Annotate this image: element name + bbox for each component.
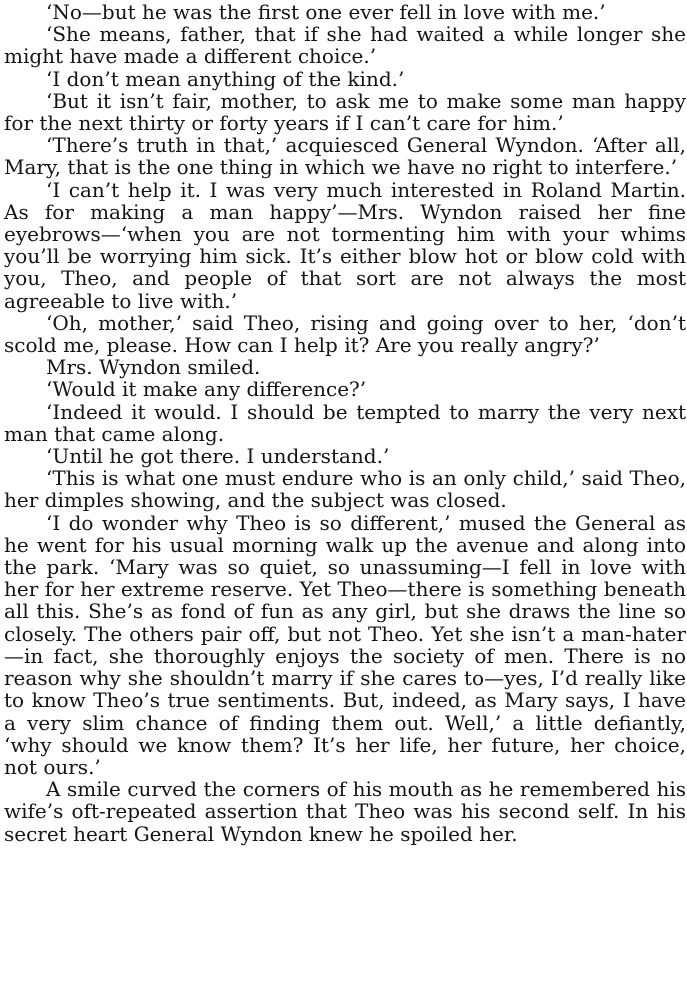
paragraph: Mrs. Wyndon smiled. — [46, 355, 261, 380]
paragraph: ‘I don’t mean anything of the kind.’ — [46, 66, 405, 91]
paragraph: ‘She means, father, that if she had waited a while longer she might have made a different choice.’ — [4, 22, 686, 69]
paragraph: ‘Would it make any difference?’ — [46, 377, 367, 402]
paragraph: ‘No—but he was the first one ever fell in love with me.’ — [46, 0, 606, 24]
paragraph: ‘Oh, mother,’ said Theo, rising and going over to her, ‘don’t scold me, please. How can I help it? Are you really angry?’ — [4, 310, 686, 358]
paragraph: ‘Until he got there. I understand.’ — [46, 444, 390, 469]
paragraph: ‘Indeed it would. I should be tempted to marry the very next man that came along. — [4, 399, 686, 446]
paragraph: ‘But it isn’t fair, mother, to ask me to make some man happy for the next thirty or forty years if I can’t care for him.’ — [4, 88, 686, 136]
page-text — [4, 1, 686, 845]
paragraph: ‘There’s truth in that,’ acquiesced General Wyndon. ‘After all, Mary, that is the one thing in which we have no right to interfere.’ — [4, 133, 686, 180]
paragraph: ‘I can’t help it. I was very much interested in Roland Martin. As for making a man happy’—Mrs. Wyndon raised her fine eyebrows—‘when you are not tormenting him with your whims you’ll be worrying him sick. It’s either blow hot or blow cold with you, Theo, and people of that sort are not always the most agreeable to live with.’ — [4, 177, 686, 313]
paragraph: A smile curved the corners of his mouth as he remembered his wife’s oft-repeated assertion that Theo was his second self. In his secret heart General Wyndon knew he spoiled her. — [4, 777, 686, 846]
paragraph: ‘This is what one must endure who is an only child,’ said Theo, her dimples showing, and the subject was closed. — [4, 466, 686, 513]
paragraph: ‘I do wonder why Theo is so different,’ mused the General as he went for his usual morning walk up the avenue and along into the park. ‘Mary was so quiet, so unassuming—I fell in love with her for her extreme reserve. Yet Theo—there is something beneath all this. She’s as fond of fun as any girl, but she draws the line so closely. The others pair off, but not Theo. Yet she isn’t a man-hater—in fact, she thoroughly enjoys the society of men. There is no reason why she shouldn’t marry if she cares to—yes, I’d really like to know Theo’s true sentiments. But, indeed, as Mary says, I have a very slim chance of finding them out. Well,’ a little defiantly, ‘why should we know them? It’s her life, her future, her choice, not ours.’ — [4, 510, 686, 779]
